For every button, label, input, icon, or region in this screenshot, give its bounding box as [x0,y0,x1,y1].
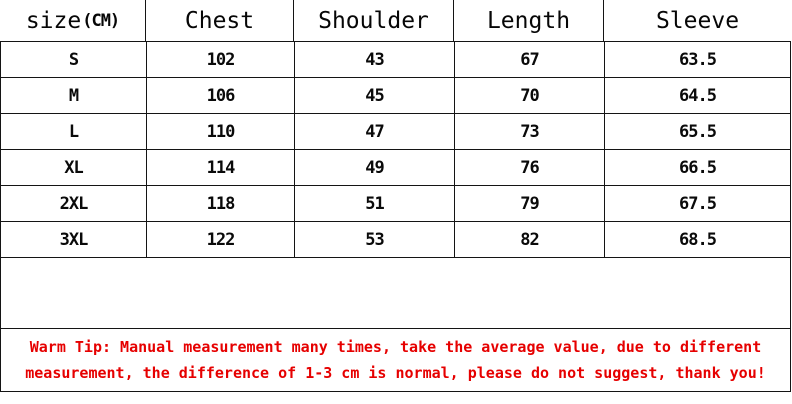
table-row [1,78,790,114]
table-row [1,150,790,186]
size-chart-body [0,42,791,258]
measurement-cell: 67 [454,42,604,77]
measurement-cell: 65.5 [604,114,790,149]
measurement-cell: 122 [146,222,294,257]
measurement-cell: 73 [454,114,604,149]
table-row [1,222,790,258]
measurement-cell: 68.5 [604,222,790,257]
size-label-cell: M [68,85,79,106]
size-label-cell: 3XL [59,229,88,250]
measurement-cell: 51 [294,186,454,221]
warm-tip-line-1: Warm Tip: Manual measurement many times, take the average value, due to different [29,338,762,356]
size-header-label: size [25,7,82,34]
size-label-cell: L [68,121,79,142]
measurement-cell: 70 [454,78,604,113]
measurement-cell: 76 [454,150,604,185]
measurement-cell: 67.5 [604,186,790,221]
measurement-cell: 53 [294,222,454,257]
measurement-cell: 102 [146,42,294,77]
column-header-size [0,0,145,41]
empty-row [0,258,791,329]
size-label-cell: XL [64,157,83,178]
warm-tip [0,329,791,392]
size-chart-header-row [0,0,791,42]
measurement-cell: 64.5 [604,78,790,113]
column-header-chest: Chest [145,0,293,41]
measurement-cell: 114 [146,150,294,185]
size-label-cell: S [68,49,79,70]
measurement-cell: 79 [454,186,604,221]
column-header-shoulder: Shoulder [293,0,453,41]
measurement-cell: 106 [146,78,294,113]
measurement-cell: 82 [454,222,604,257]
measurement-cell: 43 [294,42,454,77]
measurement-cell: 47 [294,114,454,149]
measurement-cell: 49 [294,150,454,185]
measurement-cell: 66.5 [604,150,790,185]
measurement-cell: 110 [146,114,294,149]
column-header-length: Length [453,0,603,41]
table-row [1,114,790,150]
size-label-cell: 2XL [59,193,88,214]
measurement-cell: 118 [146,186,294,221]
column-header-sleeve: Sleeve [603,0,791,41]
table-row [1,186,790,222]
measurement-cell: 63.5 [604,42,790,77]
warm-tip-line-2: measurement, the difference of 1-3 cm is normal, please do not suggest, thank you! [25,364,766,382]
measurement-cell: 45 [294,78,454,113]
table-row [1,42,790,78]
size-header-unit: (CM) [82,10,120,31]
